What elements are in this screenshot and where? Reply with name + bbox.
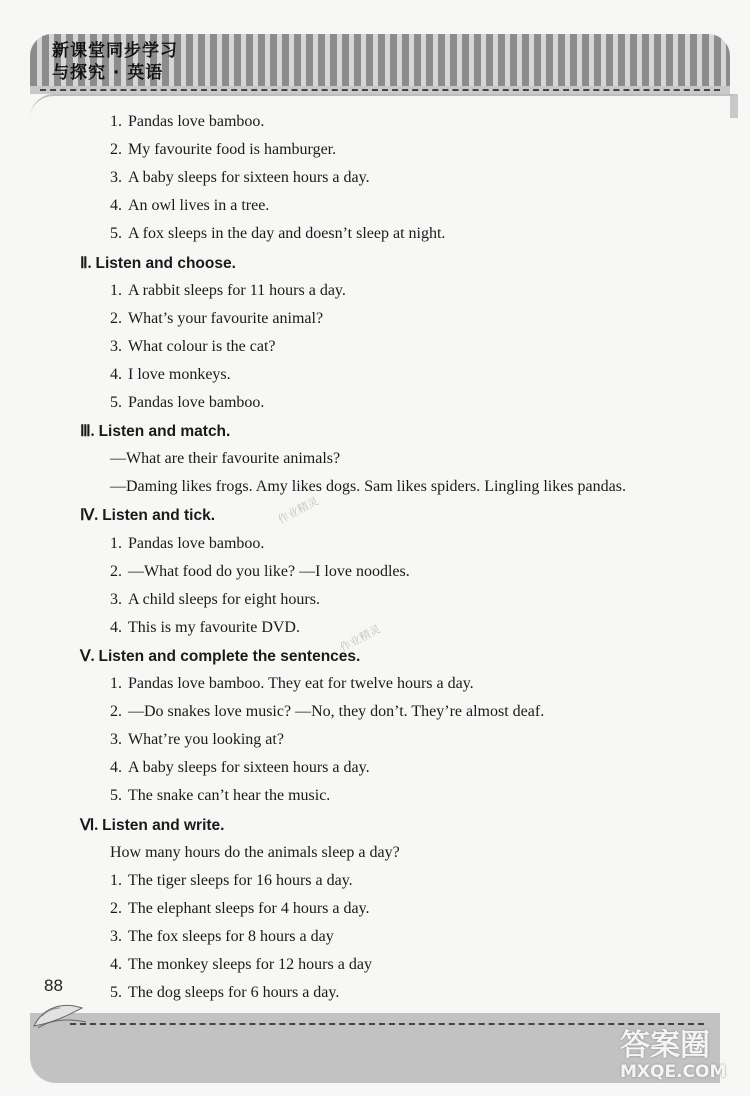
list-item	[110, 956, 372, 974]
section-title: Listen and choose.	[95, 254, 236, 272]
list-item	[110, 563, 410, 581]
item-text: Pandas love bamboo.	[128, 534, 265, 552]
watermark-url: MXQE.COM	[620, 1062, 727, 1082]
list-item	[110, 141, 336, 159]
item-text: A rabbit sleeps for 11 hours a day.	[128, 281, 346, 299]
item-number: 3.	[110, 731, 122, 749]
item-text: The monkey sleeps for 12 hours a day	[128, 956, 372, 973]
section-title: Listen and complete the sentences.	[98, 647, 361, 665]
item-number: 5.	[110, 787, 122, 805]
item-number: 3.	[110, 337, 122, 355]
item-text: The dog sleeps for 6 hours a day.	[128, 984, 340, 1002]
item-number: 4.	[110, 365, 122, 383]
item-number: 2.	[110, 141, 122, 159]
item-text: The tiger sleeps for 16 hours a day.	[128, 871, 353, 889]
list-item	[110, 197, 269, 215]
section-heading	[80, 254, 236, 273]
list-item	[110, 591, 320, 609]
list-item	[110, 535, 264, 553]
list-item	[110, 731, 284, 749]
section-heading	[80, 506, 215, 525]
section-title: Listen and write.	[102, 816, 225, 834]
item-text: Pandas love bamboo.	[128, 113, 265, 130]
item-number: 4.	[110, 759, 122, 777]
list-item	[110, 759, 370, 777]
section-title: Listen and match.	[98, 423, 231, 441]
list-item	[110, 984, 339, 1002]
section-number: Ⅱ.	[80, 254, 92, 272]
item-text: A baby sleeps for sixteen hours a day.	[128, 759, 370, 777]
item-text: —What are their favourite animals?	[110, 450, 341, 468]
item-text: The fox sleeps for 8 hours a day	[128, 927, 334, 945]
item-number: 2.	[110, 562, 122, 580]
item-number: 3.	[110, 169, 122, 187]
section-title: Listen and tick.	[102, 507, 216, 525]
section-heading	[80, 647, 360, 666]
book-title-line1: 新课堂同步学习	[52, 41, 178, 61]
item-text: What colour is the cat?	[128, 337, 276, 355]
list-item	[110, 872, 353, 890]
item-text: An owl lives in a tree.	[128, 197, 270, 215]
item-text: Pandas love bamboo.	[128, 394, 265, 411]
item-text: A baby sleeps for sixteen hours a day.	[128, 169, 370, 187]
item-text: My favourite food is hamburger.	[128, 141, 337, 159]
site-watermark	[620, 1030, 726, 1082]
list-item	[110, 844, 400, 862]
item-number: 5.	[110, 984, 122, 1002]
item-number: 5.	[110, 394, 122, 411]
item-number: 4.	[110, 956, 122, 973]
watermark-stamp: 作业精灵	[275, 494, 321, 527]
item-text: —Daming likes frogs. Amy likes dogs. Sam likes spiders. Lingling likes pandas.	[110, 478, 626, 496]
watermark-stamp: 作业精灵	[337, 622, 383, 655]
item-number: 1.	[110, 281, 122, 299]
item-text: This is my favourite DVD.	[128, 618, 300, 636]
book-title	[52, 40, 178, 84]
item-number: 1.	[110, 113, 122, 130]
list-item	[110, 675, 474, 693]
item-number: 5.	[110, 225, 122, 243]
list-item	[110, 169, 370, 187]
item-text: The snake can’t hear the music.	[128, 787, 331, 805]
book-title-line2: 与探究 · 英语	[52, 63, 164, 83]
item-number: 3.	[110, 927, 122, 945]
item-number: 2.	[110, 703, 122, 721]
list-item	[110, 113, 264, 131]
list-item	[110, 450, 340, 468]
list-item	[110, 366, 231, 384]
list-item	[110, 338, 276, 356]
item-text: I love monkeys.	[128, 365, 231, 383]
item-text: What’re you looking at?	[128, 731, 284, 749]
list-item	[110, 310, 323, 328]
item-number: 4.	[110, 618, 122, 636]
footer-band	[30, 1013, 720, 1083]
item-number: 1.	[110, 871, 122, 889]
item-number: 1.	[110, 534, 122, 552]
leaf-icon	[30, 996, 90, 1032]
list-item	[110, 900, 370, 918]
section-number: Ⅵ.	[80, 816, 99, 834]
section-number: Ⅳ.	[80, 507, 99, 525]
item-text: What’s your favourite animal?	[128, 309, 324, 327]
section-number: Ⅲ.	[80, 423, 95, 441]
section-heading	[80, 422, 230, 441]
section-number: Ⅴ.	[80, 647, 95, 665]
list-item	[110, 282, 346, 300]
item-number: 4.	[110, 197, 122, 215]
list-item	[110, 394, 264, 412]
item-number: 1.	[110, 675, 122, 692]
list-item	[110, 703, 544, 721]
item-text: How many hours do the animals sleep a day?	[110, 843, 400, 861]
page-number: 88	[44, 976, 63, 995]
item-text: —What food do you like? —I love noodles.	[128, 562, 410, 580]
list-item	[110, 619, 300, 637]
watermark-title: 答案圈	[620, 1028, 710, 1063]
item-text: Pandas love bamboo. They eat for twelve hours a day.	[128, 675, 474, 692]
item-number: 2.	[110, 899, 122, 917]
item-text: The elephant sleeps for 4 hours a day.	[128, 899, 370, 917]
list-item	[110, 478, 626, 496]
header-dashed-rule	[30, 86, 730, 94]
item-number: 2.	[110, 309, 122, 327]
item-number: 3.	[110, 590, 122, 608]
list-item	[110, 225, 445, 243]
list-item	[110, 787, 330, 805]
list-item	[110, 928, 334, 946]
section-heading	[80, 816, 224, 835]
item-text: A child sleeps for eight hours.	[128, 590, 320, 608]
header-divider-right	[380, 94, 738, 118]
item-text: —Do snakes love music? —No, they don’t. They’re almost deaf.	[128, 703, 545, 721]
item-text: A fox sleeps in the day and doesn’t sleep at night.	[128, 225, 446, 243]
